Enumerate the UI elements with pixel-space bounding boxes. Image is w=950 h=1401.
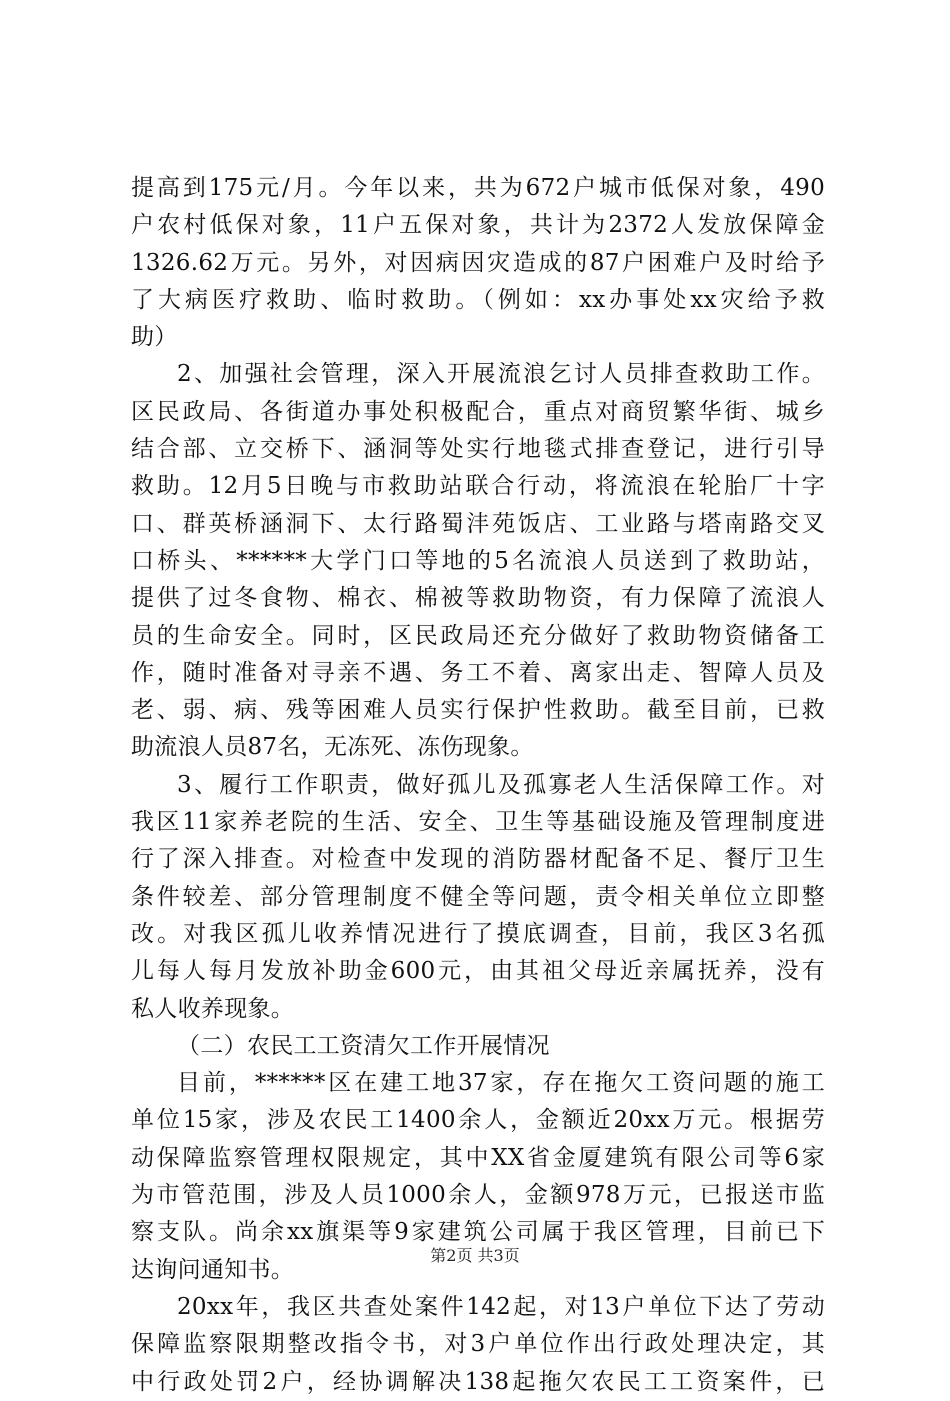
text-line: 区民政局、各街道办事处积极配合，重点对商贸繁华街、城乡 bbox=[131, 398, 825, 425]
text-line: 私人收养现象。 bbox=[131, 995, 295, 1022]
paragraph-start-line: 20xx年，我区共查处案件142起，对13户单位下达了劳动 bbox=[177, 1293, 825, 1320]
text-line: 我区11家养老院的生活、安全、卫生等基础设施及管理制度进 bbox=[131, 809, 825, 836]
paragraph-start-line: 目前，******区在建工地37家，存在拖欠工资问题的施工 bbox=[177, 1070, 825, 1097]
page-number-footer: 第2页 共3页 bbox=[430, 1246, 520, 1265]
text-line: 口桥头、******大学门口等地的5名流浪人员送到了救助站， bbox=[131, 547, 825, 574]
text-line: 提供了过冬食物、棉衣、棉被等救助物资，有力保障了流浪人 bbox=[131, 585, 825, 612]
text-line: 儿每人每月发放补助金600元，由其祖父母近亲属抚养，没有 bbox=[131, 958, 825, 985]
text-line: 老、弱、病、残等困难人员实行保护性救助。截至目前，已救 bbox=[131, 697, 825, 724]
text-line: 动保障监察管理权限规定，其中XX省金厦建筑有限公司等6家 bbox=[131, 1144, 825, 1171]
text-line: 员的生命安全。同时，区民政局还充分做好了救助物资储备工 bbox=[131, 622, 825, 649]
document-body bbox=[131, 170, 825, 1401]
text-line: 助流浪人员87名，无冻死、冻伤现象。 bbox=[131, 734, 534, 761]
text-line: 了大病医疗救助、临时救助。（例如：xx办事处xx灾给予救 bbox=[131, 286, 825, 313]
text-line: 作，随时准备对寻亲不遇、务工不着、离家出走、智障人员及 bbox=[131, 659, 825, 686]
text-line: 改。对我区孤儿收养情况进行了摸底调查，目前，我区3名孤 bbox=[131, 920, 825, 947]
text-line: 为市管范围，涉及人员1000余人，金额978万元，已报送市监 bbox=[131, 1182, 825, 1209]
text-line: 行了深入排查。对检查中发现的消防器材配备不足、餐厅卫生 bbox=[131, 846, 825, 873]
section-heading: （二）农民工工资清欠工作开展情况 bbox=[177, 1032, 550, 1059]
text-line: 条件较差、部分管理制度不健全等问题，责令相关单位立即整 bbox=[131, 883, 825, 910]
text-line: 中行政处罚2户，经协调解决138起拖欠农民工工资案件，已 bbox=[131, 1368, 825, 1395]
text-line: 单位15家，涉及农民工1400余人，金额近20xx万元。根据劳 bbox=[131, 1107, 825, 1134]
paragraph-start-line: 2、加强社会管理，深入开展流浪乞讨人员排查救助工作。 bbox=[177, 361, 825, 388]
text-line: 保障监察限期整改指令书，对3户单位作出行政处理决定，其 bbox=[131, 1331, 825, 1358]
text-line: 达询问通知书。 bbox=[131, 1256, 295, 1283]
paragraph-start-line: 3、履行工作职责，做好孤儿及孤寡老人生活保障工作。对 bbox=[177, 771, 825, 798]
text-line: 户农村低保对象，11户五保对象，共计为2372人发放保障金 bbox=[131, 212, 825, 239]
text-line: 结合部、立交桥下、涵洞等处实行地毯式排查登记，进行引导 bbox=[131, 436, 825, 463]
text-line: 口、群英桥涵洞下、太行路蜀沣苑饭店、工业路与塔南路交叉 bbox=[131, 510, 825, 537]
text-line: 提高到175元/月。今年以来，共为672户城市低保对象，490 bbox=[131, 175, 825, 201]
text-line: 助） bbox=[131, 324, 178, 351]
text-line: 察支队。尚余xx旗渠等9家建筑公司属于我区管理，目前已下 bbox=[131, 1219, 825, 1246]
text-line: 救助。12月5日晚与市救助站联合行动，将流浪在轮胎厂十字 bbox=[131, 473, 825, 500]
text-line: 1326.62万元。另外，对因病因灾造成的87户困难户及时给予 bbox=[131, 249, 825, 276]
